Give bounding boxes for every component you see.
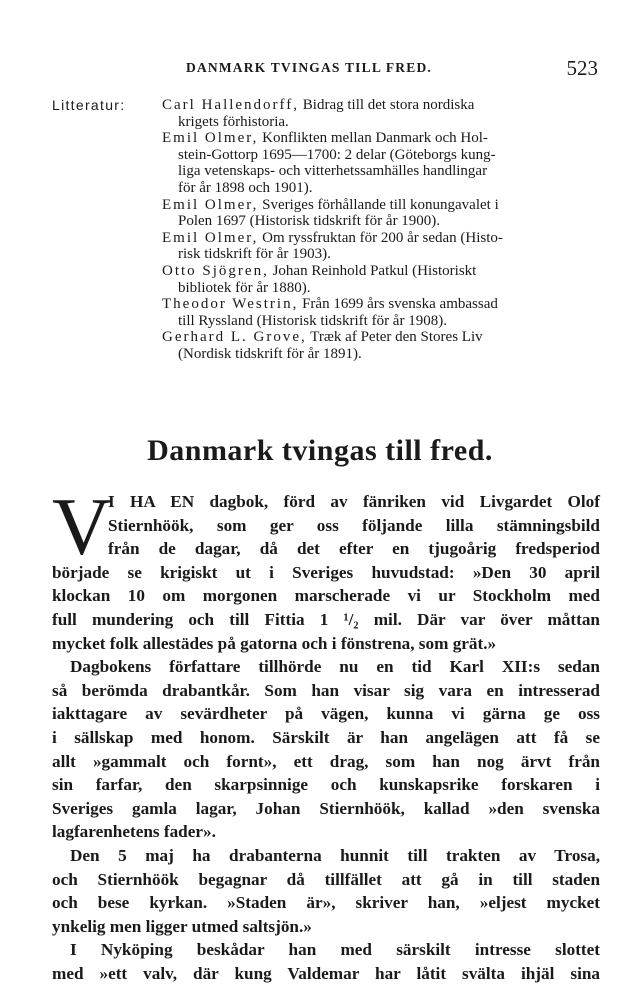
reference-text: risk tidskrift för år 1903). xyxy=(178,246,331,263)
reference-entry xyxy=(162,296,602,329)
reference-text: Sveriges förhållande till konungavalet i xyxy=(262,196,499,213)
reference-entry xyxy=(162,230,602,263)
references-list xyxy=(162,97,602,363)
reference-text: Bidrag till det stora nordiska xyxy=(302,97,475,113)
reference-entry xyxy=(162,263,602,296)
text-line: från de dagar, då det efter en tjugoårig fredsperiod xyxy=(108,539,600,559)
body-text xyxy=(52,481,600,985)
text-line: klockan 10 om morgonen marscherade vi ur Stockholm med xyxy=(52,586,600,606)
reference-text: krigets förhistoria. xyxy=(178,113,289,130)
text-line: och Stiernhöök begagnar då tillfället att gå in till staden xyxy=(52,869,600,889)
reference-text: Konflikten mellan Danmark och Hol- xyxy=(262,130,488,147)
text-line: allt »gammalt och fornt», ett drag, som han nog ärvt från xyxy=(52,751,600,771)
references-label: Litteratur: xyxy=(52,97,126,113)
text-line: med »ett valv, där kung Valdemar har låtit svälta ihjäl sina xyxy=(52,963,600,983)
text-line: Den 5 maj ha drabanterna hunnit till trakten av Trosa, xyxy=(70,845,600,865)
reference-text: Træk af Peter den Stores Liv xyxy=(310,329,483,346)
reference-text: till Ryssland (Historisk tidskrift för år 1908). xyxy=(178,312,447,329)
text-line: i sällskap med honom. Särskilt är han angelägen att få se xyxy=(52,727,600,747)
reference-text: Om ryssfruktan för 200 år sedan (Histo- xyxy=(262,229,503,246)
reference-author: Theodor Westrin, xyxy=(162,296,299,313)
reference-entry xyxy=(162,97,602,130)
text-line: sin farfar, den skarpsinnige och kunskapsrike forskaren i xyxy=(52,775,600,795)
text-line: började se krigiskt ut i Sveriges huvudstad: »Den 30 april xyxy=(52,562,600,582)
page-header xyxy=(0,56,640,84)
reference-author: Emil Olmer, xyxy=(162,196,259,213)
reference-entry xyxy=(162,130,602,196)
reference-text: Från 1699 års svenska ambassad xyxy=(302,296,498,313)
text-line: Stiernhöök, som ger oss följande lilla stämningsbild xyxy=(108,515,600,535)
text-line: lagfarenhetens fader». xyxy=(52,822,216,842)
text-line: och bese kyrkan. »Staden är», skriver han, »eljest mycket xyxy=(52,893,600,913)
text-line: I HA EN dagbok, förd av fänriken vid Livgardet Olof xyxy=(108,492,600,511)
text-line: Sveriges gamla lagar, Johan Stiernhöök, kallad »den svenska xyxy=(52,798,600,818)
reference-text: bibliotek för år 1880). xyxy=(178,279,311,296)
text-line: I Nyköping beskådar han med särskilt intresse slottet xyxy=(70,940,600,960)
reference-author: Emil Olmer, xyxy=(162,130,259,147)
chapter-heading: Danmark tvingas till fred. xyxy=(147,434,493,467)
text-line: full mundering och till Fittia 1 ¹/₂ mil. Där var över måttan xyxy=(52,609,600,629)
reference-author: Carl Hallendorff, xyxy=(162,97,300,113)
reference-entry xyxy=(162,329,602,362)
text-line: så berömda drabantkår. Som han visar sig vara en intresserad xyxy=(52,680,600,700)
reference-text: stein-Gottorp 1695—1700: 2 delar (Göteborgs kung- xyxy=(178,146,496,163)
running-title: DANMARK TVINGAS TILL FRED. xyxy=(186,60,432,75)
text-line: Dagbokens författare tillhörde nu en tid Karl XII:s sedan xyxy=(70,657,600,677)
text-line: mycket folk allestädes på gatorna och i fönstrena, som grät.» xyxy=(52,633,497,653)
reference-text: (Nordisk tidskrift för år 1891). xyxy=(178,345,362,362)
text-line: iakttagare av sevärdheter på vägen, kunna vi gärna ge oss xyxy=(52,704,600,724)
reference-text: Polen 1697 (Historisk tidskrift för år 1900). xyxy=(178,213,441,230)
text-line: ynkelig men ligger utmed saltsjön.» xyxy=(52,916,312,936)
reference-author: Gerhard L. Grove, xyxy=(162,329,307,346)
reference-entry xyxy=(162,197,602,230)
reference-text: Johan Reinhold Patkul (Historiskt xyxy=(272,262,477,279)
reference-author: Emil Olmer, xyxy=(162,229,259,246)
page-number: 523 xyxy=(566,56,598,80)
reference-author: Otto Sjögren, xyxy=(162,262,269,279)
reference-text: för år 1898 och 1901). xyxy=(178,179,313,196)
drop-cap: V xyxy=(52,481,112,572)
reference-text: liga vetenskaps- och vitterhetssamhälles handlingar xyxy=(178,163,488,180)
